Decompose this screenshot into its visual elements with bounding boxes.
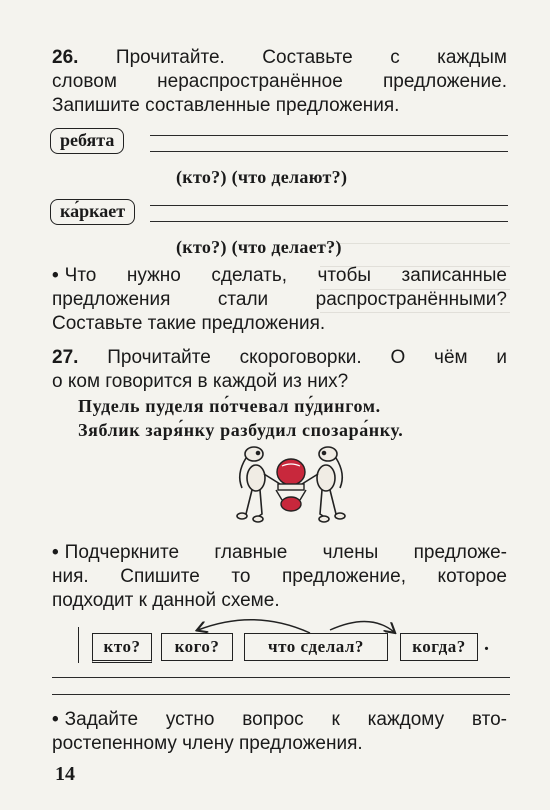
bullet-icon: • bbox=[52, 709, 59, 730]
exercise-26-task bbox=[52, 264, 507, 336]
right-poodle-icon bbox=[302, 447, 345, 522]
arrow-to-kogda bbox=[330, 621, 394, 632]
schema-box-time: когда? bbox=[400, 633, 478, 661]
word-box-rebyata: ребята bbox=[50, 128, 124, 154]
poodles-pudding-illustration bbox=[232, 444, 352, 536]
answer-line bbox=[52, 694, 510, 695]
task-2-line-2: ростепенному члену предложения. bbox=[52, 733, 363, 754]
schema-start-bar bbox=[78, 627, 79, 663]
arrow-to-kogo bbox=[198, 620, 310, 633]
schema-box-object: кого? bbox=[161, 633, 233, 661]
questions-plural: (кто?) (что делают?) bbox=[176, 167, 348, 187]
exercise-26-instruction bbox=[52, 46, 507, 118]
exercise-26-line-1: 26. Прочитайте. Составьте с каждым bbox=[52, 47, 507, 68]
task-1-line-2: ния. Спишите то предложение, которое bbox=[52, 566, 507, 587]
exercise-26-line-3: Запишите составленные предложения. bbox=[52, 95, 400, 116]
schema-arrows bbox=[180, 606, 400, 636]
bullet-icon: • bbox=[52, 542, 59, 563]
bullet-icon: • bbox=[52, 265, 59, 286]
page-number: 14 bbox=[55, 763, 75, 785]
task-1-line-1: • Подчеркните главные члены предложе- bbox=[52, 542, 507, 563]
writing-line bbox=[150, 221, 508, 222]
task-line-1: • Что нужно сделать, чтобы записанные bbox=[52, 265, 507, 286]
exercise-26-line-2: словом нераспространённое предложение. bbox=[52, 71, 507, 92]
schema-end-period: . bbox=[484, 633, 489, 655]
writing-line bbox=[150, 205, 508, 206]
writing-line bbox=[150, 135, 508, 136]
task-line-3: Составьте такие предложения. bbox=[52, 313, 326, 334]
exercise-27-instruction bbox=[52, 346, 507, 394]
questions-singular: (кто?) (что делает?) bbox=[176, 237, 342, 257]
pudding-icon bbox=[276, 459, 306, 511]
exercise-27-task-1 bbox=[52, 541, 507, 613]
schema-box-subject: кто? bbox=[92, 633, 152, 663]
exercise-27-line-1: 27. Прочитайте скороговорки. О чём и bbox=[52, 347, 508, 368]
tongue-twister-1: Пудель пуделя по́тчевал пу́дингом. bbox=[78, 396, 381, 416]
exercise-27-number: 27. bbox=[52, 347, 79, 368]
tongue-twister-2: Зяблик заря́нку разбудил спозара́нку. bbox=[78, 420, 404, 440]
exercise-27-task-2 bbox=[52, 708, 507, 756]
exercise-27-line-2: о ком говорится в каждой из них? bbox=[52, 371, 349, 392]
task-line-2: предложения стали распространёнными? bbox=[52, 289, 507, 310]
schema-box-predicate: что сделал? bbox=[244, 633, 388, 661]
left-poodle-icon bbox=[237, 447, 280, 522]
writing-line bbox=[150, 151, 508, 152]
exercise-26-number: 26. bbox=[52, 47, 79, 68]
word-box-karkaet: ка́ркает bbox=[50, 199, 135, 225]
answer-line bbox=[52, 677, 510, 678]
task-1-line-3: подходит к данной схеме. bbox=[52, 590, 280, 611]
task-2-line-1: • Задайте устно вопрос к каждому вто- bbox=[52, 709, 507, 730]
